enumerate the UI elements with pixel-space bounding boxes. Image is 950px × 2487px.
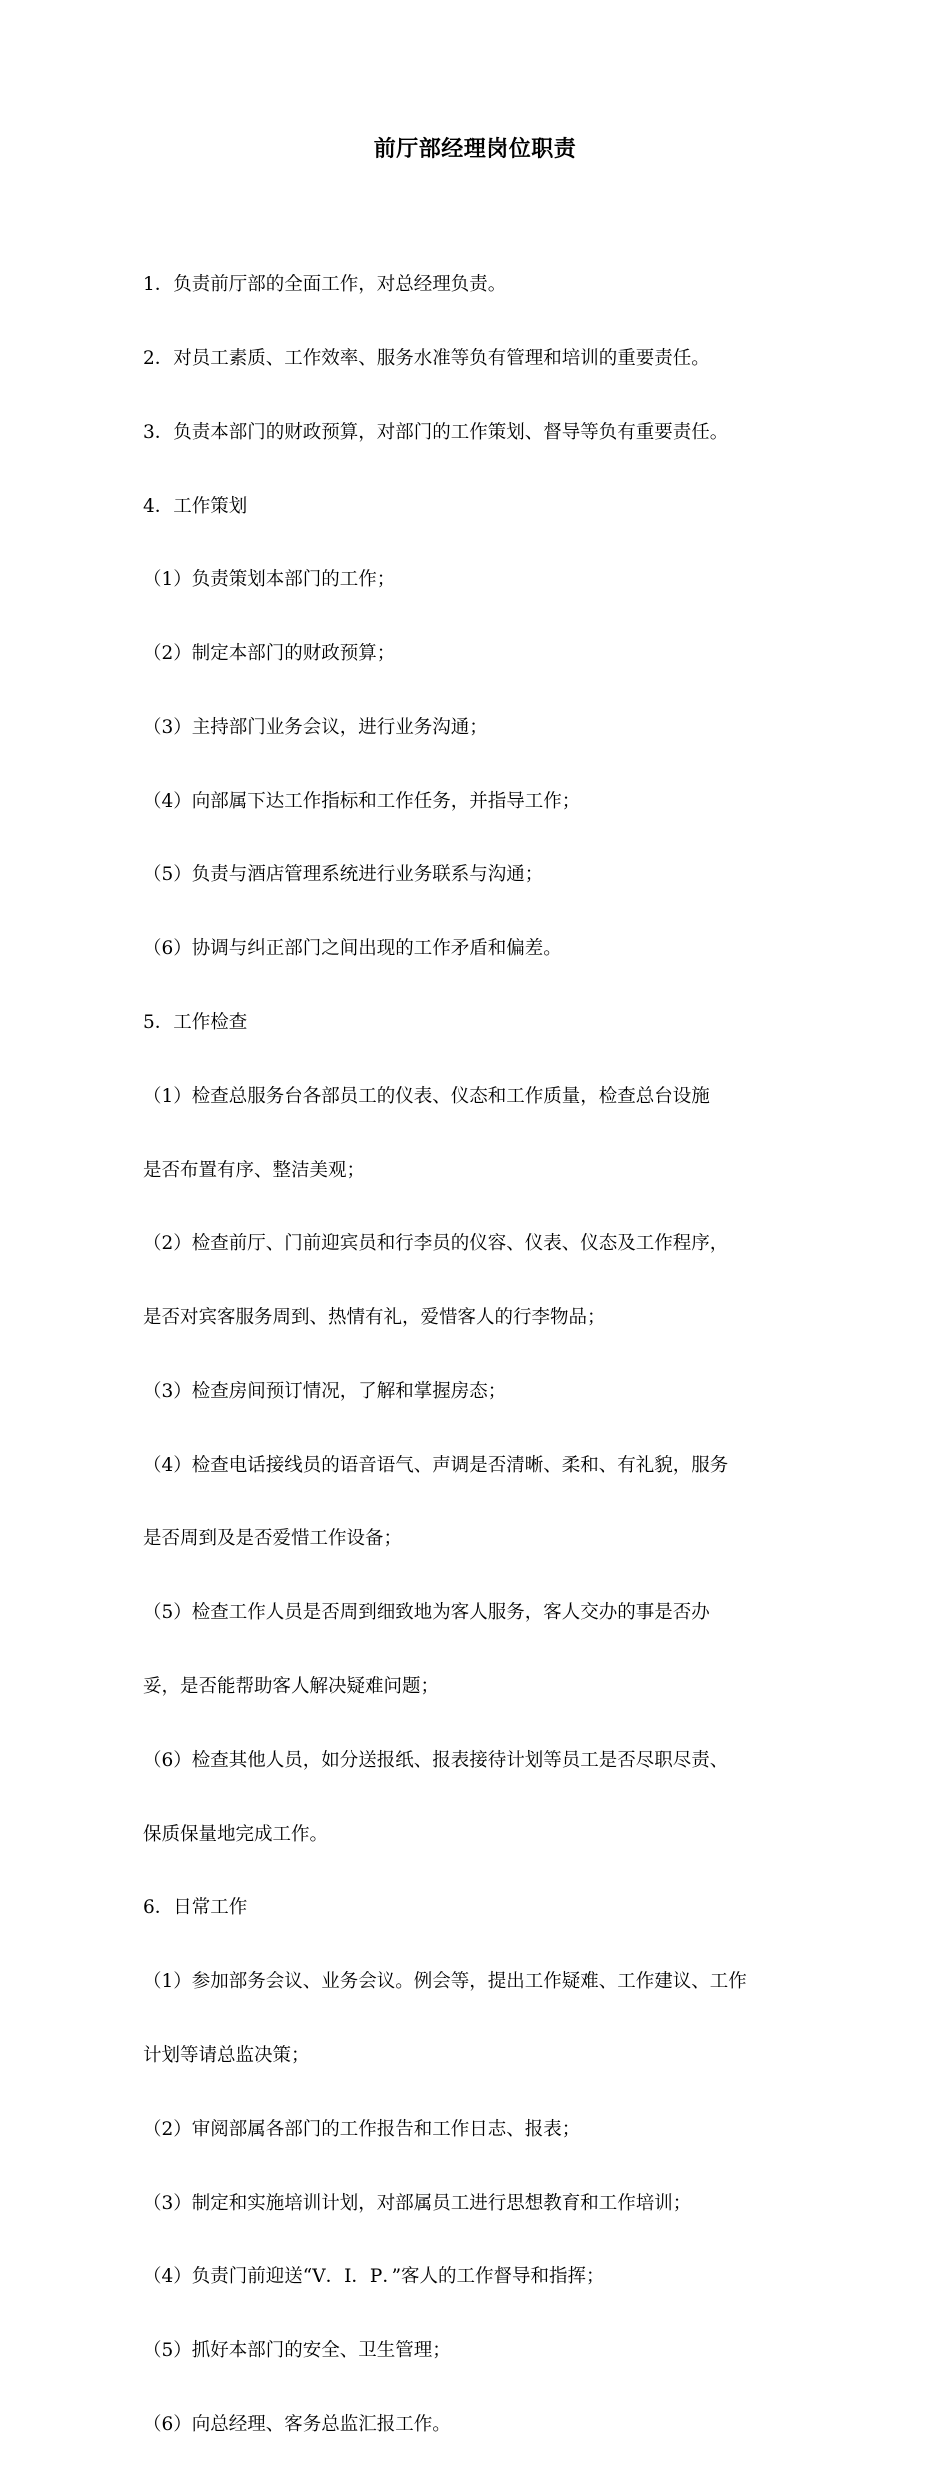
line-4-1: （1）负责策划本部门的工作； xyxy=(143,569,396,591)
document-body xyxy=(143,224,815,2487)
line-6-3: （3）制定和实施培训计划，对部属员工进行思想教育和工作培训； xyxy=(143,2192,692,2214)
line-5-1a: （1）检查总服务台各部员工的仪表、仪态和工作质量，检查总台设施 xyxy=(143,1085,710,1107)
section-heading-5: 5．工作检查 xyxy=(143,1012,248,1033)
line-5-6b: 保质保量地完成工作。 xyxy=(143,1823,329,1845)
line-5-5b: 妥，是否能帮助客人解决疑难问题； xyxy=(143,1676,440,1698)
line-6-5: （5）抓好本部门的安全、卫生管理； xyxy=(143,2340,451,2362)
line-5-1b: 是否布置有序、整洁美观； xyxy=(143,1159,366,1181)
line-4-2: （2）制定本部门的财政预算； xyxy=(143,643,396,665)
line-4-4: （4）向部属下达工作指标和工作任务，并指导工作； xyxy=(143,790,581,812)
line-5-4b: 是否周到及是否爱惜工作设备； xyxy=(143,1528,403,1550)
section-heading-4: 4．工作策划 xyxy=(143,495,248,517)
line-6-2: （2）审阅部属各部门的工作报告和工作日志、报表； xyxy=(143,2118,581,2140)
line-5-4a: （4）检查电话接线员的语音语气、声调是否清晰、柔和、有礼貌，服务 xyxy=(143,1454,729,1476)
line-2: 2．对员工素质、工作效率、服务水准等负有管理和培训的重要责任。 xyxy=(143,347,710,369)
line-4-5: （5）负责与酒店管理系统进行业务联系与沟通； xyxy=(143,864,544,886)
line-6-6: （6）向总经理、客务总监汇报工作。 xyxy=(143,2413,451,2435)
line-5-2b: 是否对宾客服务周到、热情有礼，爱惜客人的行李物品； xyxy=(143,1307,606,1329)
line-5-2a: （2）检查前厅、门前迎宾员和行李员的仪容、仪表、仪态及工作程序， xyxy=(143,1233,729,1255)
line-5-6a: （6）检查其他人员，如分送报纸、报表接待计划等员工是否尽职尽责、 xyxy=(143,1749,729,1771)
line-6-1a: （1）参加部务会议、业务会议。例会等，提出工作疑难、工作建议、工作 xyxy=(143,1971,747,1993)
line-4-3: （3）主持部门业务会议，进行业务沟通； xyxy=(143,716,488,738)
line-6-1b: 计划等请总监决策； xyxy=(143,2044,310,2066)
section-heading-6: 6．日常工作 xyxy=(143,1897,248,1919)
document-title: 前厅部经理岗位职责 xyxy=(373,136,577,162)
line-6-4: （4）负责门前迎送“V．I．P．”客人的工作督导和指挥； xyxy=(143,2266,605,2288)
line-4-6: （6）协调与纠正部门之间出现的工作矛盾和偏差。 xyxy=(143,938,562,960)
line-1: 1．负责前厅部的全面工作，对总经理负责。 xyxy=(143,274,507,296)
line-5-5a: （5）检查工作人员是否周到细致地为客人服务，客人交办的事是否办 xyxy=(143,1602,710,1624)
line-3: 3．负责本部门的财政预算，对部门的工作策划、督导等负有重要责任。 xyxy=(143,421,729,443)
line-5-3: （3）检查房间预订情况，了解和掌握房态； xyxy=(143,1380,507,1402)
